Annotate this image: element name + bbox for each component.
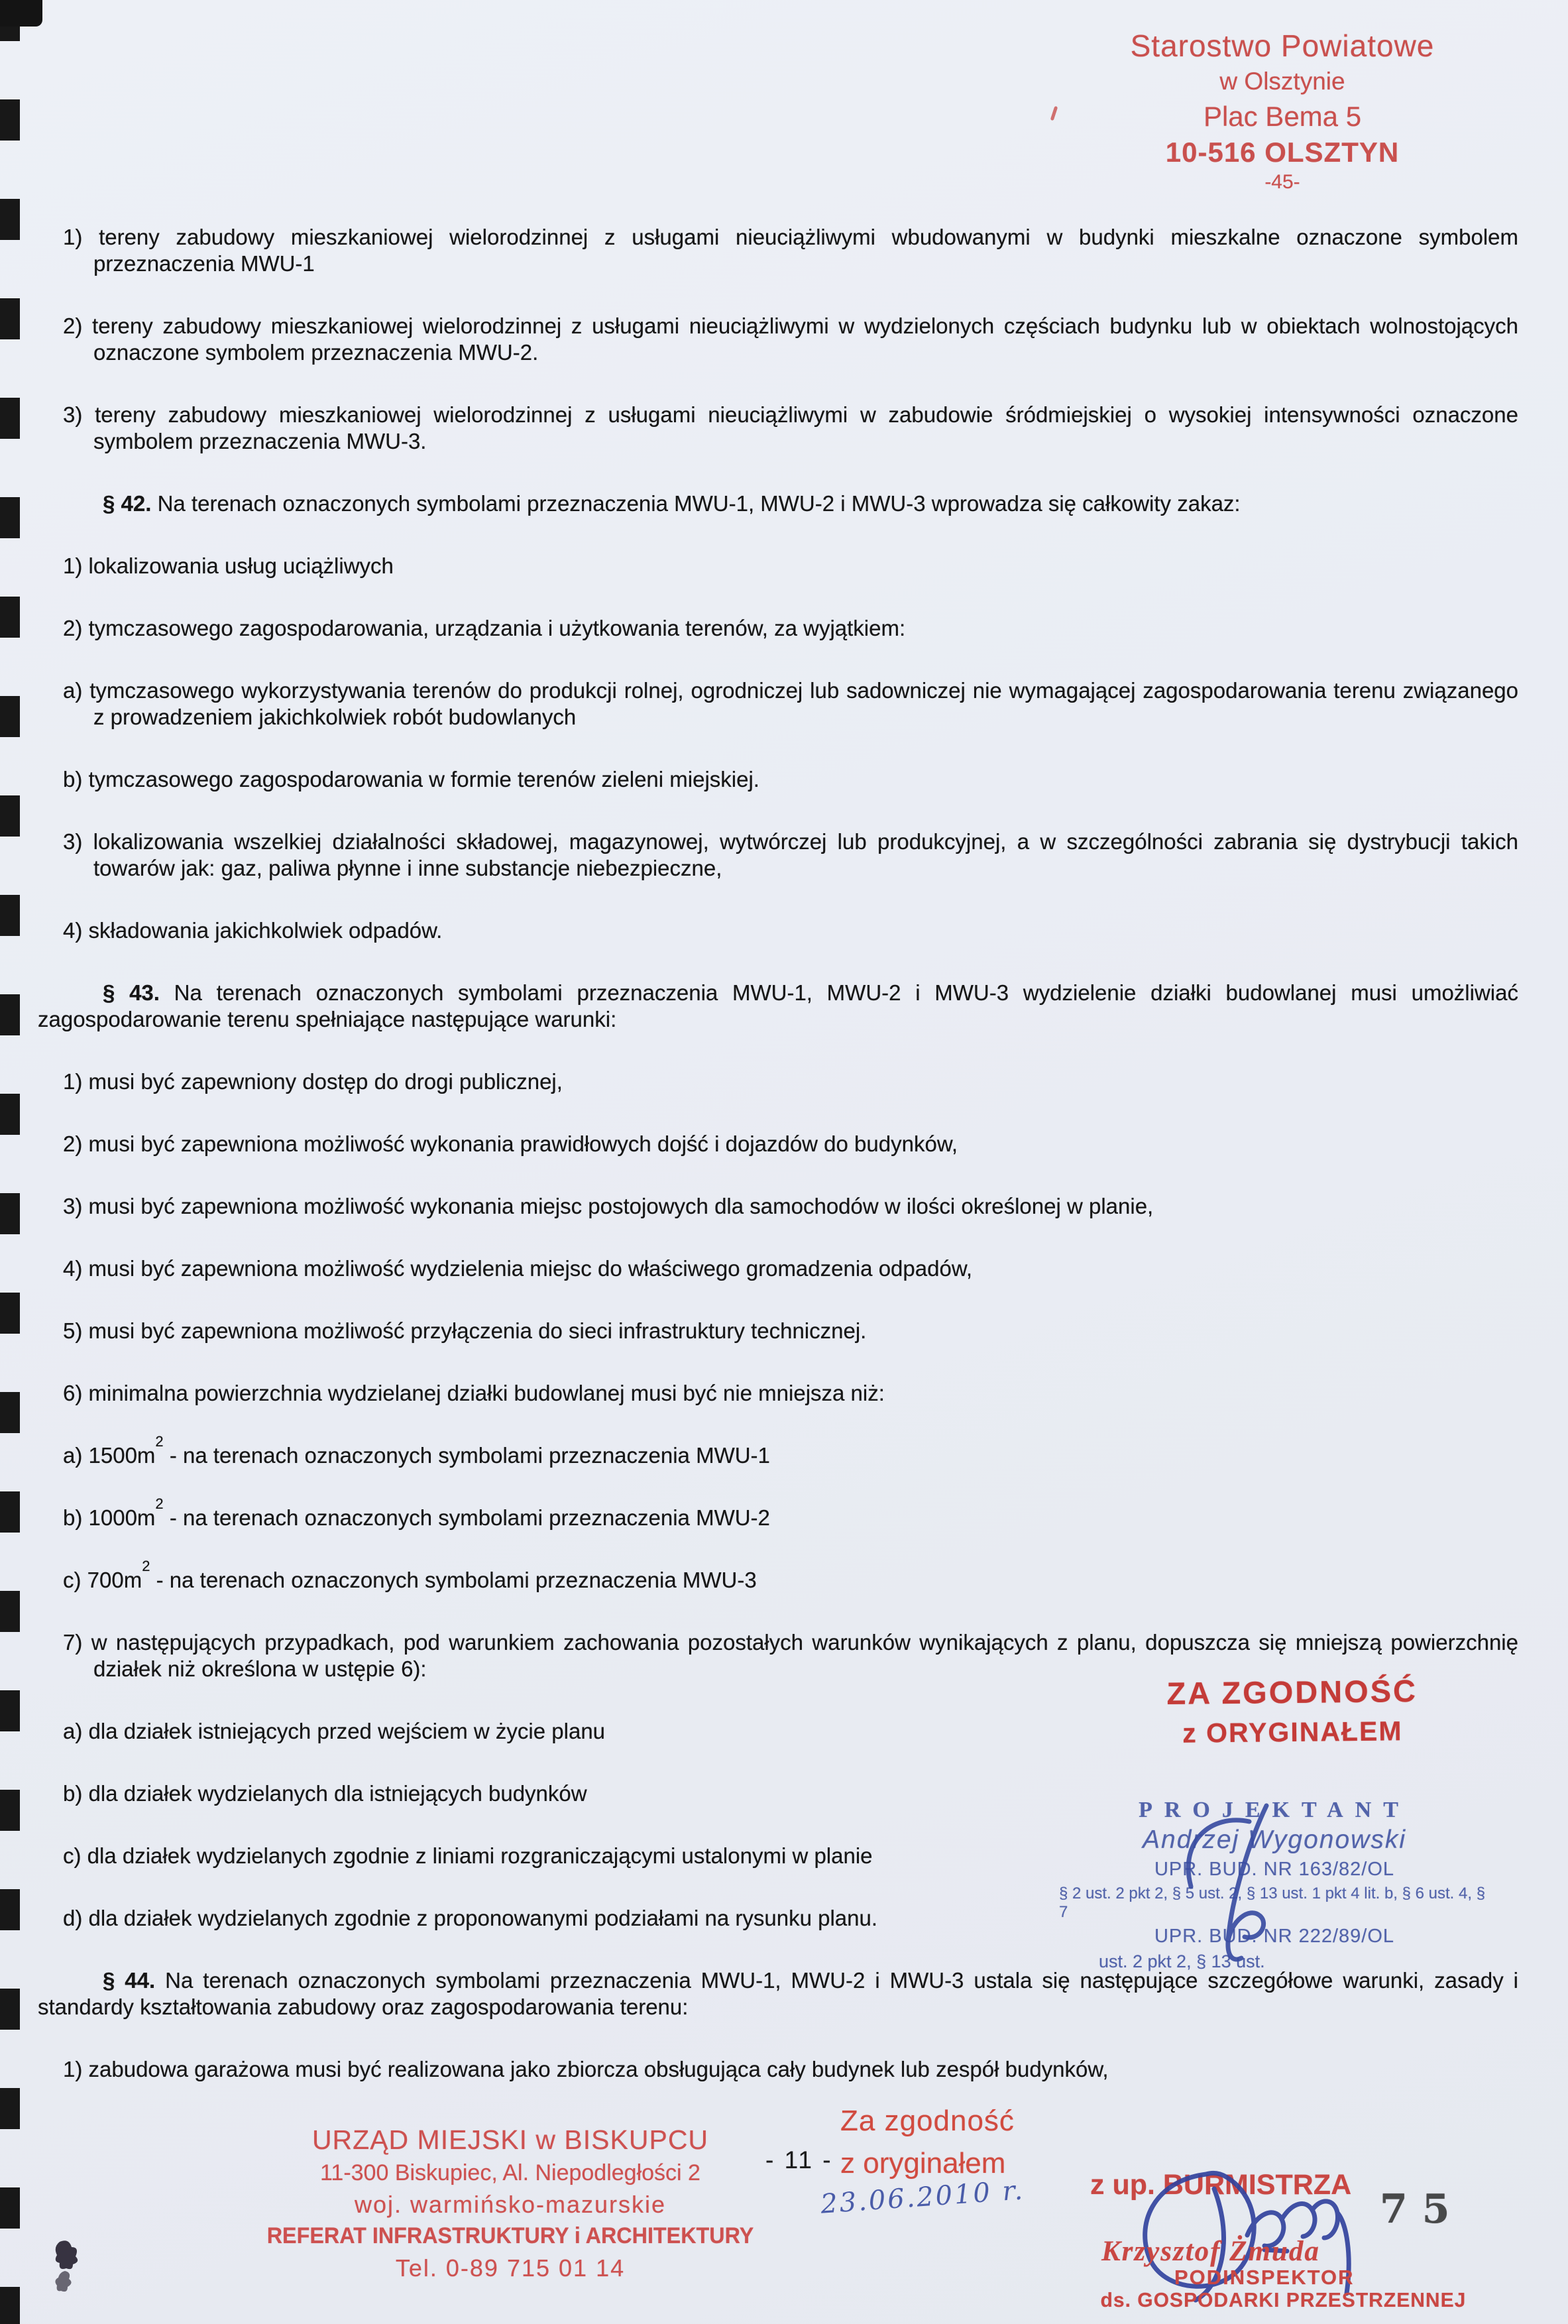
designer-scope-2: ust. 2 pkt 2, § 13 ust.: [1099, 1951, 1265, 1971]
paragraph: 3) tereny zabudowy mieszkaniowej wielorodzinnej z usługami nieuciążliwymi w zabudowie śródmiejskiej o wysokiej intensywności oznaczone symbolem przeznaczenia MWU-3.: [63, 402, 1518, 453]
stamp-smudge: [1050, 106, 1058, 121]
paragraph: § 42. Na terenach oznaczonych symbolami przeznaczenia MWU-1, MWU-2 i MWU-3 wprowadza się całkowity zakaz:: [103, 491, 1241, 516]
paragraph: b) $1000m^2$ - na terenach oznaczonych symbolami przeznaczenia MWU-2: [63, 1495, 770, 1530]
handwritten-date: 23.06.2010 r.: [819, 2175, 1026, 2220]
on-behalf-of-mayor: [1090, 2169, 1351, 2201]
stamp-line: Plac Bema 5: [1203, 101, 1362, 132]
paragraph: b) tymczasowego zagospodarowania w formie terenów zieleni miejskiej.: [63, 767, 759, 791]
starostwo-address-stamp: [994, 28, 1568, 194]
paragraph: 2) tereny zabudowy mieszkaniowej wielorodzinnej z usługami nieuciążliwymi w wydzielonych częściach budynku lub w obiektach wolnostojących oznaczone symbolem przeznaczenia MWU-2.: [63, 314, 1518, 365]
paragraph: 3) musi być zapewniona możliwość wykonania miejsc postojowych dla samochodów w ilości określonej w planie,: [63, 1194, 1154, 1218]
document-paragraphs: [38, 224, 1518, 2119]
paragraph: § 44. Na terenach oznaczonych symbolami przeznaczenia MWU-1, MWU-2 i MWU-3 ustala się następujące szczegółowe warunki, zasady i standardy kształtowania zabudowy oraz zagospodarowania terenu:: [38, 1968, 1518, 2019]
stamp-line: 10-516 OLSZTYN: [1165, 137, 1400, 168]
stamp-line: -45-: [1264, 171, 1300, 193]
paragraph: 4) składowania jakichkolwiek odpadów.: [63, 918, 443, 943]
paragraph: 1) zabudowa garażowa musi być realizowana jako zbiorcza obsługująca cały budynek lub zespół budynków,: [63, 2057, 1109, 2081]
designer-license-1: UPR. BUD. NR 163/82/OL: [1154, 1859, 1395, 1880]
designer-scope-1: § 2 ust. 2 pkt 2, § 5 ust. 2, § 13 ust. 1 pkt 4 lit. b, § 6 ust. 4, § 7: [1059, 1885, 1486, 1921]
paragraph: b) dla działek wydzielanych dla istniejących budynków: [63, 1781, 587, 1806]
authorization-signature: [1113, 2162, 1398, 2308]
paragraph: c) $700m^2$ - na terenach oznaczonych symbolami przeznaczenia MWU-3: [63, 1558, 757, 1592]
on-behalf-label: z up. BURMISTRZA: [1090, 2169, 1352, 2201]
paragraph: § 43. Na terenach oznaczonych symbolami przeznaczenia MWU-1, MWU-2 i MWU-3 wydzielenie działki budowlanej musi umożliwiać zagospodarowanie terenu spełniające następujące warunki:: [38, 980, 1518, 1031]
stamp-line: z ORYGINAŁEM: [1182, 1715, 1403, 1749]
authorizer-name: Krzysztof Żmuda: [1101, 2236, 1320, 2267]
paragraph: 2) musi być zapewniona możliwość wykonania prawidłowych dojść i dojazdów do budynków,: [63, 1132, 958, 1156]
stamp-line: Tel. 0-89 715 01 14: [395, 2254, 626, 2282]
paragraph: 4) musi być zapewniona możliwość wydzielenia miejsc do właściwego gromadzenia odpadów,: [63, 1256, 972, 1281]
stamp-line: 11-300 Biskupiec, Al. Niepodległości 2: [320, 2160, 700, 2185]
stamp-line: REFERAT INFRASTRUKTURY i ARCHITEKTURY: [266, 2223, 754, 2248]
paragraph: a) tymczasowego wykorzystywania terenów do produkcji rolnej, ogrodniczej lub sadowniczej nie wymagającej zagospodarowania terenu związanego z prowadzeniem jakichkolwiek robót budowlanych: [63, 678, 1518, 729]
paragraph: d) dla działek wydzielanych zgodnie z proponowanymi podziałami na rysunku planu.: [63, 1906, 878, 1930]
stamp-line: Starostwo Powiatowe: [1130, 29, 1435, 63]
designer-stamp-title: PROJEKTANT: [1139, 1798, 1410, 1822]
scan-edge-marks: [0, 0, 20, 2324]
designer-name: Andrzej Wygonowski: [1143, 1826, 1406, 1854]
page-number: - 11 -: [765, 2146, 833, 2174]
paragraph: 7) w następujących przypadkach, pod warunkiem zachowania pozostałych warunków wynikających z planu, dopuszcza się mniejszą powierzchnię działek niż określona w ustępie 6):: [63, 1630, 1518, 1681]
scan-corner-artifact: [0, 0, 42, 27]
stamp-line: Za zgodność: [840, 2105, 1015, 2137]
paragraph: 1) musi być zapewniony dostęp do drogi publicznej,: [63, 1069, 563, 1094]
authorizer-title: PODINSPEKTOR: [1174, 2266, 1355, 2289]
paragraph: 1) tereny zabudowy mieszkaniowej wielorodzinnej z usługami nieuciążliwymi wbudowanymi w budynki mieszkalne oznaczone symbolem przeznaczenia MWU-1: [63, 225, 1518, 276]
paragraph: 1) lokalizowania usług uciążliwych: [63, 553, 394, 578]
designer-license-2: UPR. BUD. NR 222/89/OL: [1154, 1926, 1395, 1947]
stamp-line: z oryginałem: [840, 2147, 1006, 2179]
ink-blot: [45, 2239, 85, 2305]
paragraph: 6) minimalna powierzchnia wydzielanej działki budowlanej musi być nie mniejsza niż:: [63, 1381, 885, 1405]
sheet-number: 75: [1380, 2186, 1465, 2233]
paragraph: 2) tymczasowego zagospodarowania, urządzania i użytkowania terenów, za wyjątkiem:: [63, 616, 906, 640]
paragraph: 3) lokalizowania wszelkiej działalności składowej, magazynowej, wytwórczej lub produkcyjnej, a w szczególności zabrania się dystrybucji takich towarów jak: gaz, paliwa płynne i inne substancje niebezpieczne,: [63, 829, 1518, 880]
office-stamp: [245, 2124, 775, 2282]
paragraph: a) $1500m^2$ - na terenach oznaczonych symbolami przeznaczenia MWU-1: [63, 1433, 770, 1468]
paragraph: 5) musi być zapewniona możliwość przyłączenia do sieci infrastruktury technicznej.: [63, 1318, 867, 1343]
stamp-line: URZĄD MIEJSKI w BISKUPCU: [311, 2124, 709, 2155]
stamp-line: ZA ZGODNOŚĆ: [1166, 1673, 1418, 1711]
paragraph: a) dla działek istniejących przed wejściem w życie planu: [63, 1719, 606, 1743]
stamp-line: woj. warmińsko-mazurskie: [354, 2191, 667, 2218]
stamp-line: w Olsztynie: [1219, 68, 1345, 95]
paragraph: c) dla działek wydzielanych zgodnie z liniami rozgraniczającymi ustalonymi w planie: [63, 1843, 873, 1868]
authorizer-department: ds. GOSPODARKI PRZESTRZENNEJ: [1100, 2288, 1467, 2311]
